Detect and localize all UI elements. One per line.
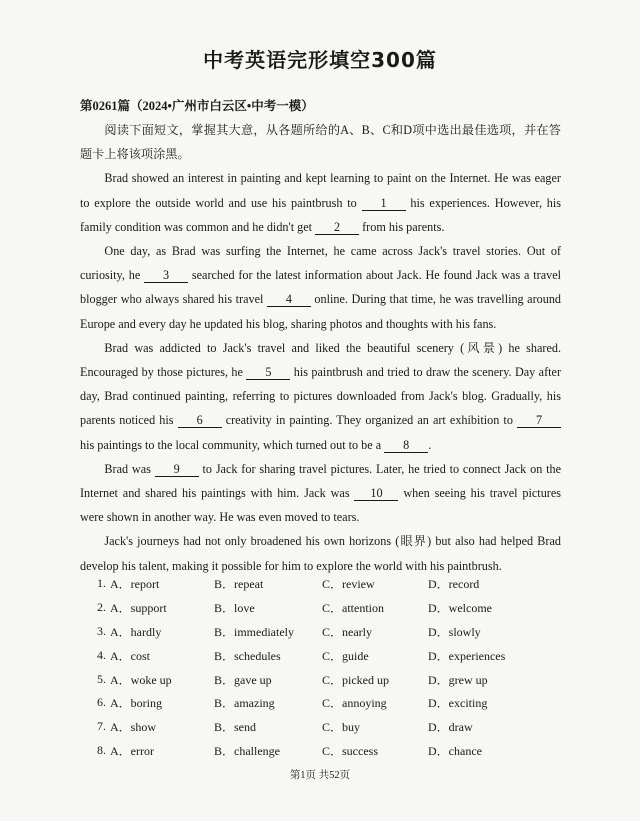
option-b[interactable]: B．repeat: [214, 577, 264, 592]
option-d[interactable]: D．grew up: [428, 672, 488, 687]
blank-10[interactable]: 10: [354, 486, 398, 501]
text-run: Brad showed an interest in painting and kept learning to paint on the Internet. He was eager to explore the outside world and use his paintbrush to: [80, 171, 561, 210]
text-run: Brad was: [104, 461, 151, 476]
option-row: [84, 572, 564, 596]
option-d[interactable]: D．exciting: [428, 696, 488, 711]
page-footer: 第1页 共52页: [289, 770, 351, 781]
option-c[interactable]: C．review: [322, 577, 375, 592]
option-a[interactable]: A．report: [110, 577, 160, 592]
instruction-paragraph: 阅读下面短文，掌握其大意，从各题所给的A、B、C和D项中选出最佳选项，并在答题卡上将该项涂黑。: [80, 123, 561, 162]
text-run: Brad was addicted to Jack's travel and liked the beautiful scenery (风景) he shared. Encouraged by those pictures, he: [80, 340, 561, 380]
passage-paragraph-5: Jack's journeys had not only broadened his own horizons (眼界) but also had helped Brad develop his talent, making it possible for him to explore the world with his paintbrush.: [80, 534, 561, 573]
option-a[interactable]: A．boring: [110, 696, 162, 711]
option-row: [84, 667, 564, 691]
question-number: 6.: [97, 695, 106, 710]
text-run: to Jack for sharing travel pictures. Later, he tried to connect Jack on the Internet and shared his paintings with him. Jack was: [80, 461, 561, 501]
blank-9[interactable]: 9: [155, 462, 199, 477]
option-row: [84, 643, 564, 667]
passage: [80, 118, 561, 578]
blank-7[interactable]: 7: [517, 413, 561, 428]
option-b[interactable]: B．send: [214, 720, 257, 735]
blank-1[interactable]: 1: [362, 196, 406, 211]
option-a[interactable]: A．cost: [110, 648, 150, 663]
question-number: 1.: [97, 576, 106, 591]
option-a[interactable]: A．hardly: [110, 624, 162, 639]
option-d[interactable]: D．welcome: [428, 601, 492, 616]
option-c[interactable]: C．picked up: [322, 672, 389, 687]
question-number: 8.: [97, 742, 106, 757]
option-a[interactable]: A．show: [110, 720, 157, 735]
question-number: 2.: [97, 600, 106, 615]
option-d[interactable]: D．chance: [428, 743, 482, 758]
option-b[interactable]: B．immediately: [214, 624, 294, 639]
option-d[interactable]: D．draw: [428, 720, 473, 735]
question-number: 3.: [97, 623, 106, 638]
page-title: 中考英语完形填空300篇: [203, 48, 437, 72]
option-b[interactable]: B．love: [214, 601, 255, 616]
option-b[interactable]: B．challenge: [214, 743, 280, 758]
blank-4[interactable]: 4: [267, 292, 311, 307]
question-number: 4.: [97, 647, 106, 662]
option-a[interactable]: A．support: [110, 601, 167, 616]
section-heading: 第0261篇（2024•广州市白云区•中考一模）: [80, 99, 314, 113]
passage-paragraph-1: [80, 166, 561, 239]
blank-6[interactable]: 6: [178, 413, 222, 428]
text-run: creativity in painting. They organized an art exhibition to: [225, 413, 513, 428]
text-run: his experiences. However, his family condition was common and he didn't get: [80, 195, 562, 234]
text-run: from his parents.: [362, 219, 445, 234]
blank-8[interactable]: 8: [384, 438, 428, 453]
answer-options: [84, 572, 564, 762]
option-row: [84, 739, 564, 763]
option-c[interactable]: C．annoying: [322, 696, 387, 711]
passage-paragraph-2: [80, 239, 561, 336]
option-row: [84, 620, 564, 644]
option-row: [84, 596, 564, 620]
option-c[interactable]: C．attention: [322, 601, 384, 616]
passage-paragraph-3: [80, 336, 561, 457]
option-a[interactable]: A．error: [110, 743, 154, 758]
blank-5[interactable]: 5: [246, 365, 290, 380]
option-d[interactable]: D．slowly: [428, 624, 481, 639]
text-run: .: [428, 437, 432, 452]
option-a[interactable]: A．woke up: [110, 672, 172, 687]
passage-paragraph-4: [80, 457, 561, 530]
text-run: when seeing his travel pictures were shown in another way. He was even moved to tears.: [80, 486, 561, 525]
text-run: his paintings to the local community, which turned out to be a: [80, 437, 382, 452]
text-run: searched for the latest information about Jack. He found Jack was a travel blogger who always shared his travel: [80, 268, 562, 307]
question-number: 7.: [97, 719, 106, 734]
option-c[interactable]: C．success: [322, 743, 378, 758]
question-number: 5.: [97, 671, 106, 686]
text-run: online. During that time, he was travelling around Europe and every day he updated his blog, sharing photos and thoughts with his fans.: [80, 292, 562, 331]
option-b[interactable]: B．gave up: [214, 672, 272, 687]
text-run: his paintbrush and tried to draw the scenery. Day after day, Brad continued painting, referring to pictures downloaded from Jack's blog. Gradually, his parents noticed his: [80, 365, 562, 428]
option-c[interactable]: C．buy: [322, 720, 361, 735]
option-b[interactable]: B．amazing: [214, 696, 275, 711]
option-d[interactable]: D．record: [428, 577, 480, 592]
blank-3[interactable]: 3: [144, 268, 188, 283]
option-c[interactable]: C．guide: [322, 648, 369, 663]
option-c[interactable]: C．nearly: [322, 624, 372, 639]
option-row: [84, 715, 564, 739]
option-d[interactable]: D．experiences: [428, 648, 506, 663]
text-run: One day, as Brad was surfing the Internet, he came across Jack's travel stories. Out of curiosity, he: [80, 244, 561, 283]
blank-2[interactable]: 2: [315, 220, 359, 235]
option-row: [84, 691, 564, 715]
option-b[interactable]: B．schedules: [214, 648, 281, 663]
